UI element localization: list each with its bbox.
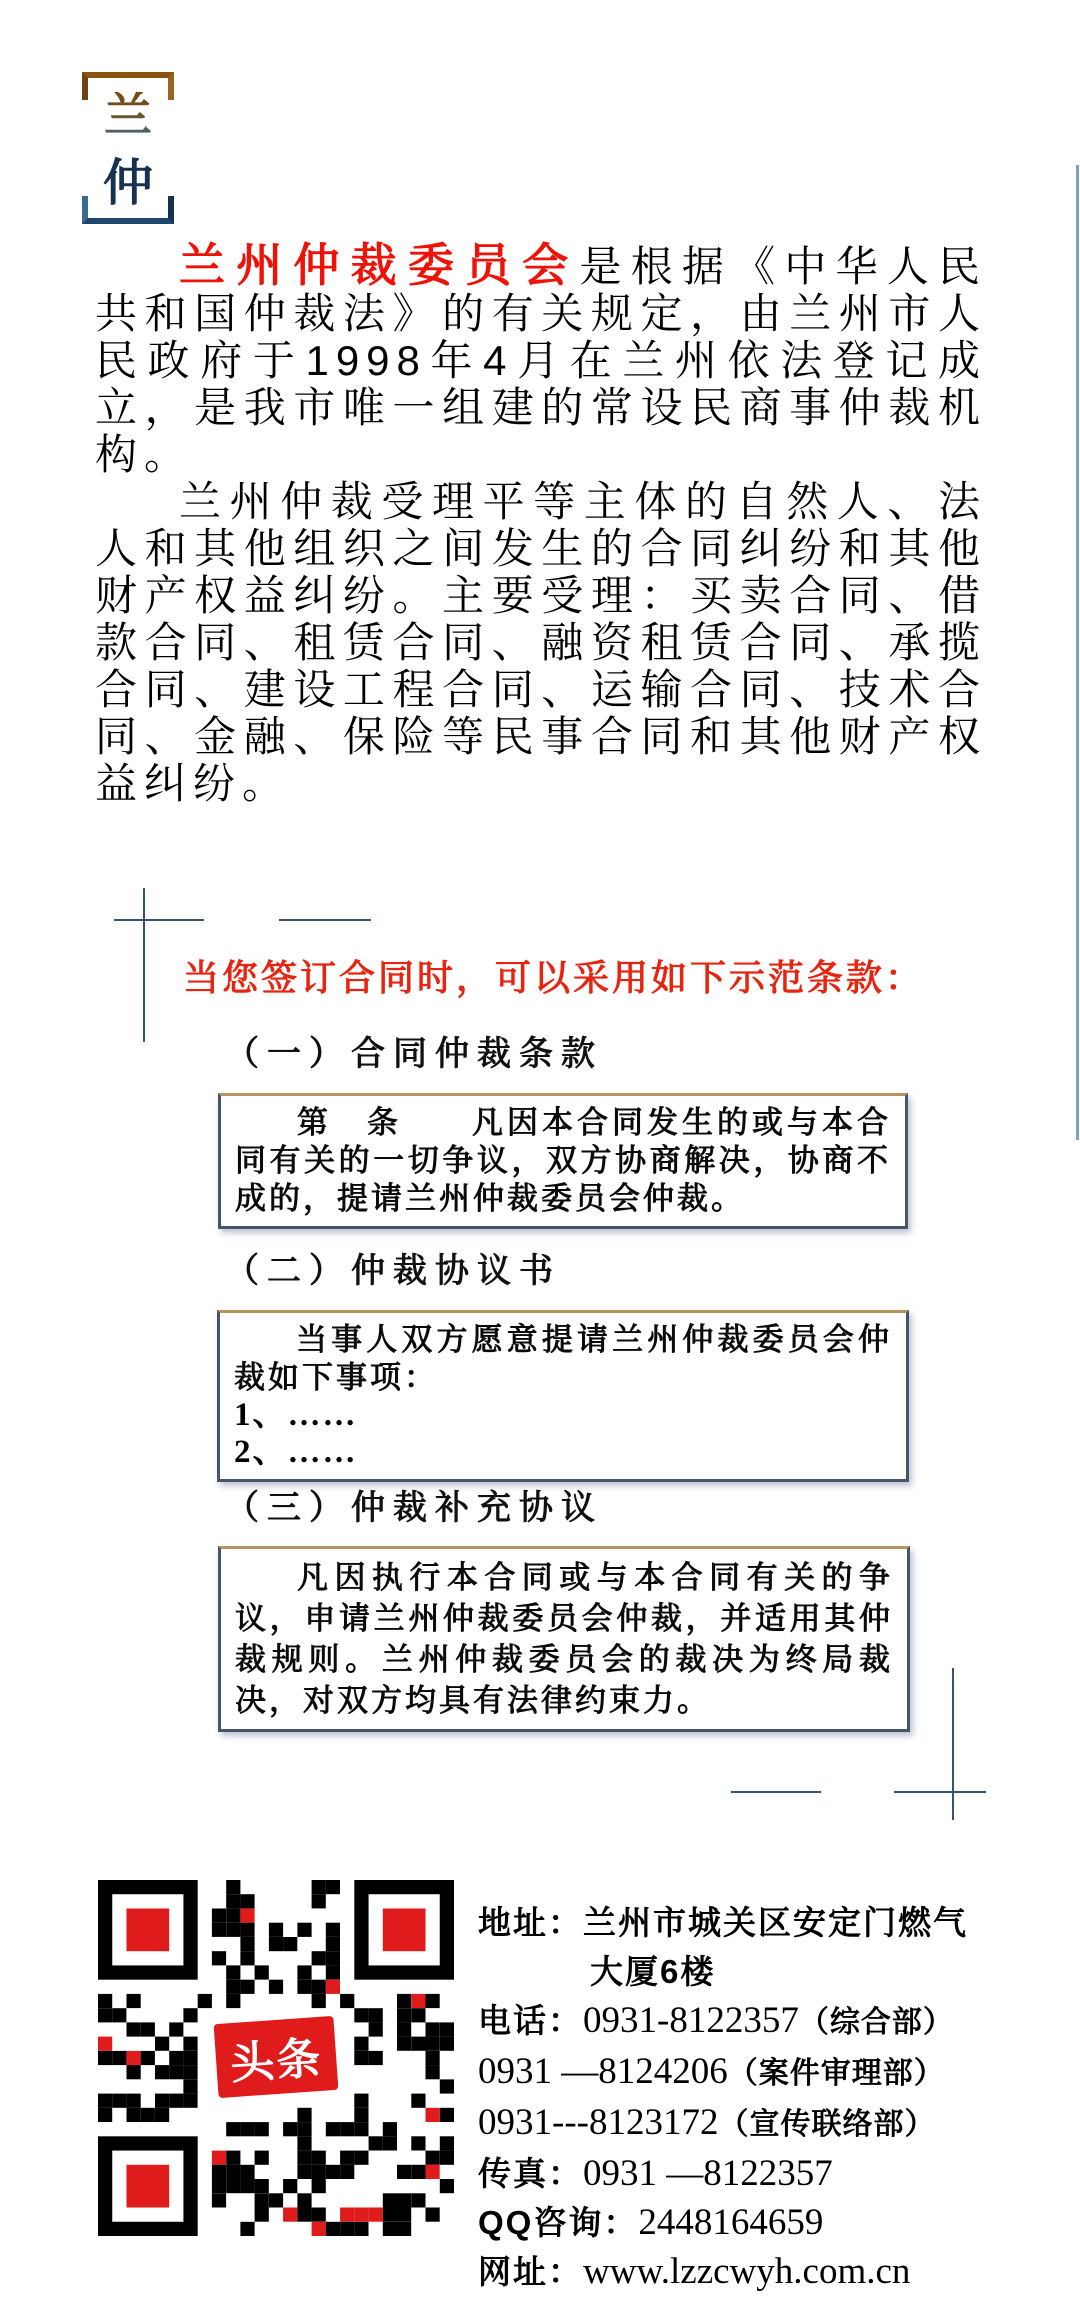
contact-fax-row — [478, 2149, 1058, 2198]
fax-number: 0931 —8122357 — [583, 2153, 833, 2194]
sample-clause-3-text: 凡因执行本合同或与本合同有关的争议，申请兰州仲裁委员会仲裁，并适用其仲裁规则。兰州仲裁委员会的裁决为终局裁决，对双方均具有法律约束力。 — [235, 1560, 893, 1718]
intro-text — [95, 239, 987, 807]
address-line1: 兰州市城关区安定门燃气 — [583, 1904, 968, 1941]
crop-mark-bottom-horizontal-a — [894, 1791, 986, 1793]
crop-mark-bottom-horizontal-b — [731, 1791, 821, 1793]
phone-label: 电话： — [478, 2002, 583, 2039]
contact-web-row — [478, 2247, 1058, 2296]
sample-clause-box-1 — [218, 1093, 908, 1229]
sample-clause-box-3 — [218, 1546, 910, 1732]
qq-number: 2448164659 — [638, 2202, 824, 2243]
sample-clause-2-text: 当事人双方愿意提请兰州仲裁委员会仲裁如下事项： — [234, 1322, 892, 1395]
intro-paragraph-1-text: 是根据《中华人民共和国仲裁法》的有关规定，由兰州市人民政府于1998年4月在兰州依法登记成立，是我市唯一组建的常设民商事仲裁机构。 — [95, 243, 987, 478]
crop-mark-top-horizontal-a — [114, 919, 204, 921]
org-title: 兰州仲裁委员会 — [179, 239, 580, 291]
contact-block — [478, 1898, 1058, 2296]
phone-dept-1: （综合部） — [798, 2006, 954, 2039]
fax-label: 传真： — [478, 2155, 583, 2192]
crop-mark-top-horizontal-b — [279, 919, 371, 921]
address-line2: 大厦6楼 — [590, 1953, 716, 1990]
logo-char-lan: 兰 — [82, 92, 174, 140]
sample-clause-2-item-2: 2、…… — [234, 1434, 358, 1470]
contact-qq-row — [478, 2198, 1058, 2247]
address-label: 地址： — [478, 1904, 583, 1941]
logo-bracket-bottom-icon — [82, 196, 174, 224]
sample-clause-1-text: 第 条 凡因本合同发生的或与本合同有关的一切争议，双方协商解决，协商不成的，提请兰州仲裁委员会仲裁。 — [235, 1105, 891, 1216]
logo-char-zhong: 仲 — [103, 155, 153, 211]
intro-paragraph-2: 兰州仲裁受理平等主体的自然人、法人和其他组织之间发生的合同纠纷和其他财产权益纠纷。主要受理：买卖合同、借款合同、租赁合同、融资租赁合同、承揽合同、建设工程合同、运输合同、技术合同、金融、保险等民事合同和其他财产权益纠纷。 — [95, 478, 987, 807]
contact-phone-row-1 — [478, 1996, 1058, 2047]
web-url: www.lzzcwyh.com.cn — [583, 2251, 911, 2292]
web-label: 网址： — [478, 2253, 583, 2290]
contact-phone-row-3 — [478, 2098, 1058, 2149]
phone-dept-2: （案件审理部） — [727, 2057, 945, 2090]
contact-address-row-2 — [478, 1947, 1058, 1996]
qq-label: QQ咨询： — [478, 2204, 639, 2241]
phone-dept-3: （宣传联络部） — [718, 2108, 936, 2141]
sample-clause-box-2 — [217, 1310, 909, 1482]
phone-number-3: 0931---8123172 — [478, 2102, 719, 2143]
section-3-heading: （三）仲裁补充协议 — [225, 1489, 603, 1527]
right-edge-rule — [1076, 165, 1079, 1140]
sample-clause-2-item-1: 1、…… — [234, 1397, 358, 1433]
lanzhou-arbitration-logo — [82, 58, 174, 228]
qr-code — [98, 1880, 454, 2236]
section-1-heading: （一）合同仲裁条款 — [225, 1035, 603, 1073]
intro-paragraph-1 — [95, 239, 987, 478]
contact-phone-row-2 — [478, 2047, 1058, 2098]
qr-center-badge: 头条 — [214, 2016, 339, 2098]
phone-number-1: 0931-8122357 — [583, 2000, 799, 2041]
phone-number-2: 0931 —8124206 — [478, 2051, 728, 2092]
section-2-heading: （二）仲裁协议书 — [225, 1252, 561, 1290]
notice-heading: 当您签订合同时，可以采用如下示范条款： — [183, 957, 925, 998]
crop-mark-bottom-vertical — [952, 1668, 954, 1820]
contact-address-row — [478, 1898, 1058, 1947]
crop-mark-top-vertical — [143, 888, 145, 1042]
